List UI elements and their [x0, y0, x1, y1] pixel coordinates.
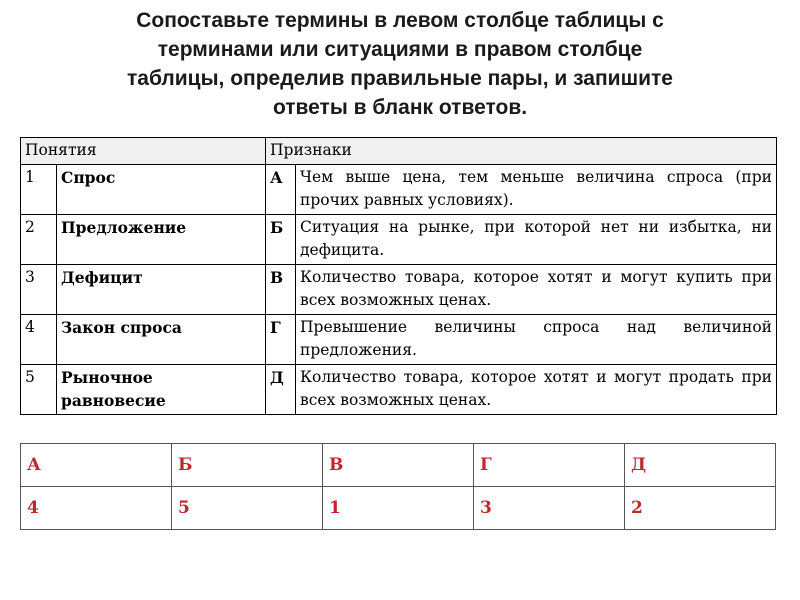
row-number: 4 [21, 315, 57, 365]
title-line-2: терминами или ситуациями в правом столбце [157, 38, 643, 61]
table-row [21, 365, 777, 415]
title-line-1: Сопоставьте термины в левом столбце таблицы с [136, 9, 664, 32]
row-letter: А [266, 165, 296, 215]
answer-letter: Б [172, 444, 323, 487]
answer-letter: Г [474, 444, 625, 487]
answer-number: 5 [172, 487, 323, 530]
answer-number: 1 [323, 487, 474, 530]
matching-table [20, 137, 777, 415]
answer-number: 2 [625, 487, 776, 530]
row-term: Предложение [57, 215, 266, 265]
row-number: 3 [21, 265, 57, 315]
table-row [21, 265, 777, 315]
row-description: Количество товара, которое хотят и могут продать при всех возможных ценах. [296, 365, 777, 415]
answer-letters-row [21, 444, 776, 487]
row-number: 1 [21, 165, 57, 215]
task-title [40, 6, 760, 122]
row-letter: Г [266, 315, 296, 365]
title-line-4: ответы в бланк ответов. [272, 96, 528, 119]
answer-numbers-row [21, 487, 776, 530]
row-letter: В [266, 265, 296, 315]
row-letter: Д [266, 365, 296, 415]
row-description: Количество товара, которое хотят и могут купить при всех возможных ценах. [296, 265, 777, 315]
table-row [21, 215, 777, 265]
row-letter: Б [266, 215, 296, 265]
row-description: Чем выше цена, тем меньше величина спроса (при прочих равных условиях). [296, 165, 777, 215]
answer-number: 4 [21, 487, 172, 530]
table-header-row [21, 138, 777, 165]
row-description: Превышение величины спроса над величиной предложения. [296, 315, 777, 365]
row-term: Рыночное равновесие [57, 365, 266, 415]
table-row [21, 315, 777, 365]
table-row [21, 165, 777, 215]
answer-letter: Д [625, 444, 776, 487]
title-line-3: таблицы, определив правильные пары, и запишите [127, 67, 673, 90]
row-term: Спрос [57, 165, 266, 215]
header-concepts: Понятия [21, 138, 266, 165]
answer-table [20, 443, 776, 530]
answer-number: 3 [474, 487, 625, 530]
answer-letter: В [323, 444, 474, 487]
answer-letter: А [21, 444, 172, 487]
row-number: 2 [21, 215, 57, 265]
row-number: 5 [21, 365, 57, 415]
row-description: Ситуация на рынке, при которой нет ни избытка, ни дефицита. [296, 215, 777, 265]
header-features: Признаки [266, 138, 777, 165]
row-term: Закон спроса [57, 315, 266, 365]
row-term: Дефицит [57, 265, 266, 315]
